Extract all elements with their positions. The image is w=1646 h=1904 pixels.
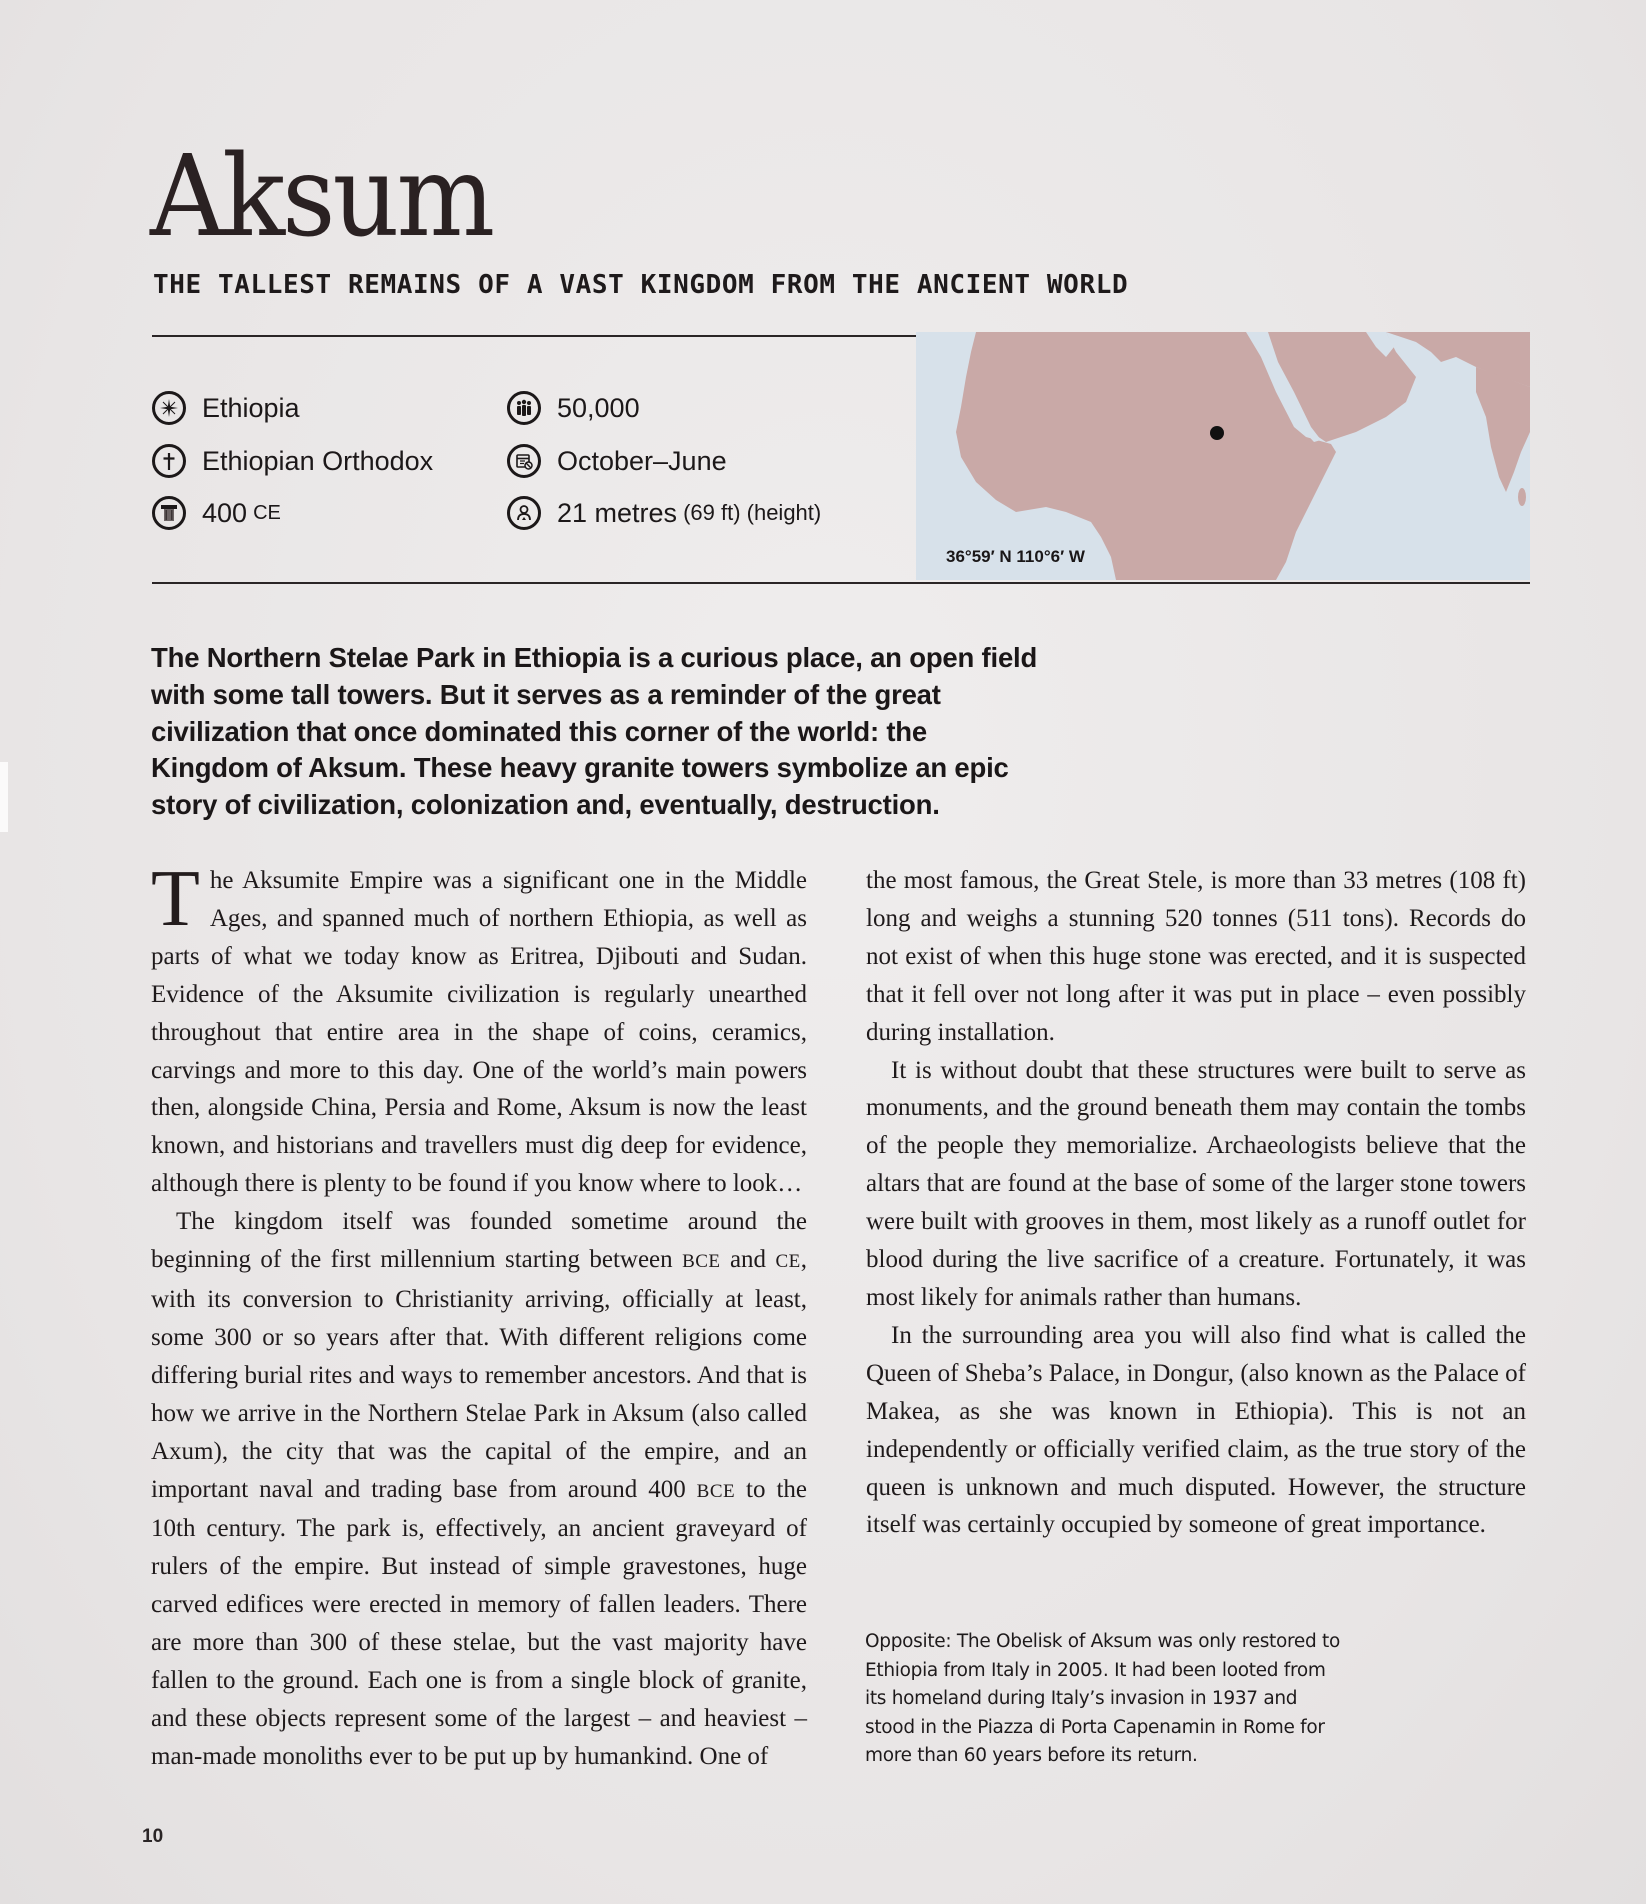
facts-panel bbox=[152, 388, 872, 548]
p2-text-b: and bbox=[720, 1246, 776, 1274]
page-subtitle: THE TALLEST REMAINS OF A VAST KINGDOM FROM THE ANCIENT WORLD bbox=[153, 270, 1129, 300]
body-paragraph-2 bbox=[151, 1203, 807, 1776]
page-number: 10 bbox=[142, 1826, 164, 1847]
fact-country-value: Ethiopia bbox=[202, 392, 300, 423]
photo-caption bbox=[865, 1628, 1345, 1771]
cross-icon bbox=[152, 444, 186, 478]
map-coordinates: 36°59′ N 110°6′ W bbox=[946, 547, 1085, 566]
fact-religion bbox=[152, 441, 433, 481]
caption-label: Opposite: bbox=[865, 1631, 952, 1652]
people-group-icon bbox=[507, 391, 541, 425]
fact-season bbox=[507, 441, 727, 481]
body-column-right bbox=[866, 862, 1526, 1544]
fact-height-imperial: (69 ft) (height) bbox=[683, 500, 822, 525]
top-divider bbox=[152, 335, 916, 337]
p2-text-d: to the 10th century. The park is, effectively, an ancient graveyard of rulers of the empire. But instead of simple gravestones, huge carved edifices were erected in memory of fallen leaders. There are more than 300 of these stelae, but the vast majority have fallen to the ground. Each one is from a single block of granite, and these objects represent some of the largest – and heaviest – man-made monoliths ever to be put up by humankind. One of bbox=[151, 1475, 807, 1770]
map-graphic bbox=[916, 332, 1530, 580]
fact-height-value: 21 metres bbox=[557, 497, 678, 528]
body-paragraph-4: In the surrounding area you will also find what is called the Queen of Sheba’s Palace, in Dongur, (also known as the Palace of Makea, as she was known in Ethiopia). This is not an independently or officially verified claim, as the true story of the queen is unknown and much disputed. However, the structure itself was certainly occupied by someone of great importance. bbox=[866, 1321, 1526, 1539]
fact-population-value: 50,000 bbox=[557, 392, 640, 423]
body-column-left bbox=[151, 855, 807, 1776]
fact-date bbox=[152, 493, 281, 533]
compass-star-icon bbox=[152, 391, 186, 425]
fact-season-value: October–June bbox=[557, 445, 727, 476]
drop-cap: T bbox=[151, 855, 200, 943]
page-title: Aksum bbox=[150, 130, 493, 263]
fact-date-value: 400 bbox=[202, 497, 248, 528]
location-marker bbox=[1210, 426, 1224, 440]
body-paragraph-2-continued: the most famous, the Great Stele, is more than 33 metres (108 ft) long and weighs a stunning 520 tonnes (511 tons). Records do not exist of when this huge stone was erected, and it is suspected that it fell over not long after it was put in place – even possibly during installation. bbox=[866, 867, 1526, 1046]
p2-text-a: The kingdom itself was founded sometime around the beginning of the first millennium starting between bbox=[151, 1208, 807, 1274]
body-paragraph-1-text: he Aksumite Empire was a significant one in the Middle Ages, and spanned much of northern Ethiopia, as well as parts of what we today know as Eritrea, Djibouti and Sudan. Evidence of the Aksumite civilization is regularly unearthed throughout that entire area in the shape of coins, ceramics, carvings and more to this day. One of the world’s main powers then, alongside China, Persia and Rome, Aksum is now the least known, and historians and travellers must dig deep for evidence, although there is plenty to be found if you know where to look… bbox=[151, 867, 807, 1198]
page-edge-tab bbox=[0, 762, 8, 832]
column-icon bbox=[152, 496, 186, 530]
body-paragraph-1 bbox=[151, 855, 807, 1203]
fact-date-era: CE bbox=[253, 501, 281, 524]
fact-population bbox=[507, 388, 640, 428]
fact-height bbox=[507, 493, 821, 533]
caption-text: The Obelisk of Aksum was only restored to Ethiopia from Italy in 2005. It had been looted from its homeland during Italy’s invasion in 1937 and stood in the Piazza di Porta Capenamin in Rome for more than 60 years before its return. bbox=[865, 1631, 1341, 1767]
bottom-divider bbox=[152, 582, 1530, 584]
location-map bbox=[916, 332, 1530, 580]
p2-bce: BCE bbox=[682, 1251, 721, 1273]
body-paragraph-3: It is without doubt that these structures were built to serve as monuments, and the ground beneath them may contain the tombs of the people they memorialize. Archaeologists believe that the altars that are found at the base of some of the larger stone towers were built with grooves in them, most likely as a runoff outlet for blood during the live sacrifice of a creature. Fortunately, it was most likely for animals rather than humans. bbox=[866, 1056, 1526, 1311]
lead-paragraph: The Northern Stelae Park in Ethiopia is a curious place, an open field with some tall towers. But it serves as a reminder of the great civilization that once dominated this corner of the world: the Kingdom of Aksum. These heavy granite towers symbolize an epic story of civilization, colonization and, eventually, destruction. bbox=[151, 642, 1038, 821]
p2-bce-2: BCE bbox=[696, 1480, 736, 1502]
person-location-icon bbox=[507, 496, 541, 530]
p2-text-c: , with its conversion to Christianity arriving, officially at least, some 300 or so years after that. With different religions come differing burial rites and ways to remember ancestors. And that is how we arrive in the Northern Stelae Park in Aksum (also called Axum), the city that was the capital of the empire, and an important naval and trading base from around 400 bbox=[151, 1246, 807, 1503]
fact-religion-value: Ethiopian Orthodox bbox=[202, 445, 434, 476]
p2-ce: CE bbox=[775, 1251, 801, 1273]
fact-country bbox=[152, 388, 300, 428]
calendar-icon bbox=[507, 444, 541, 478]
